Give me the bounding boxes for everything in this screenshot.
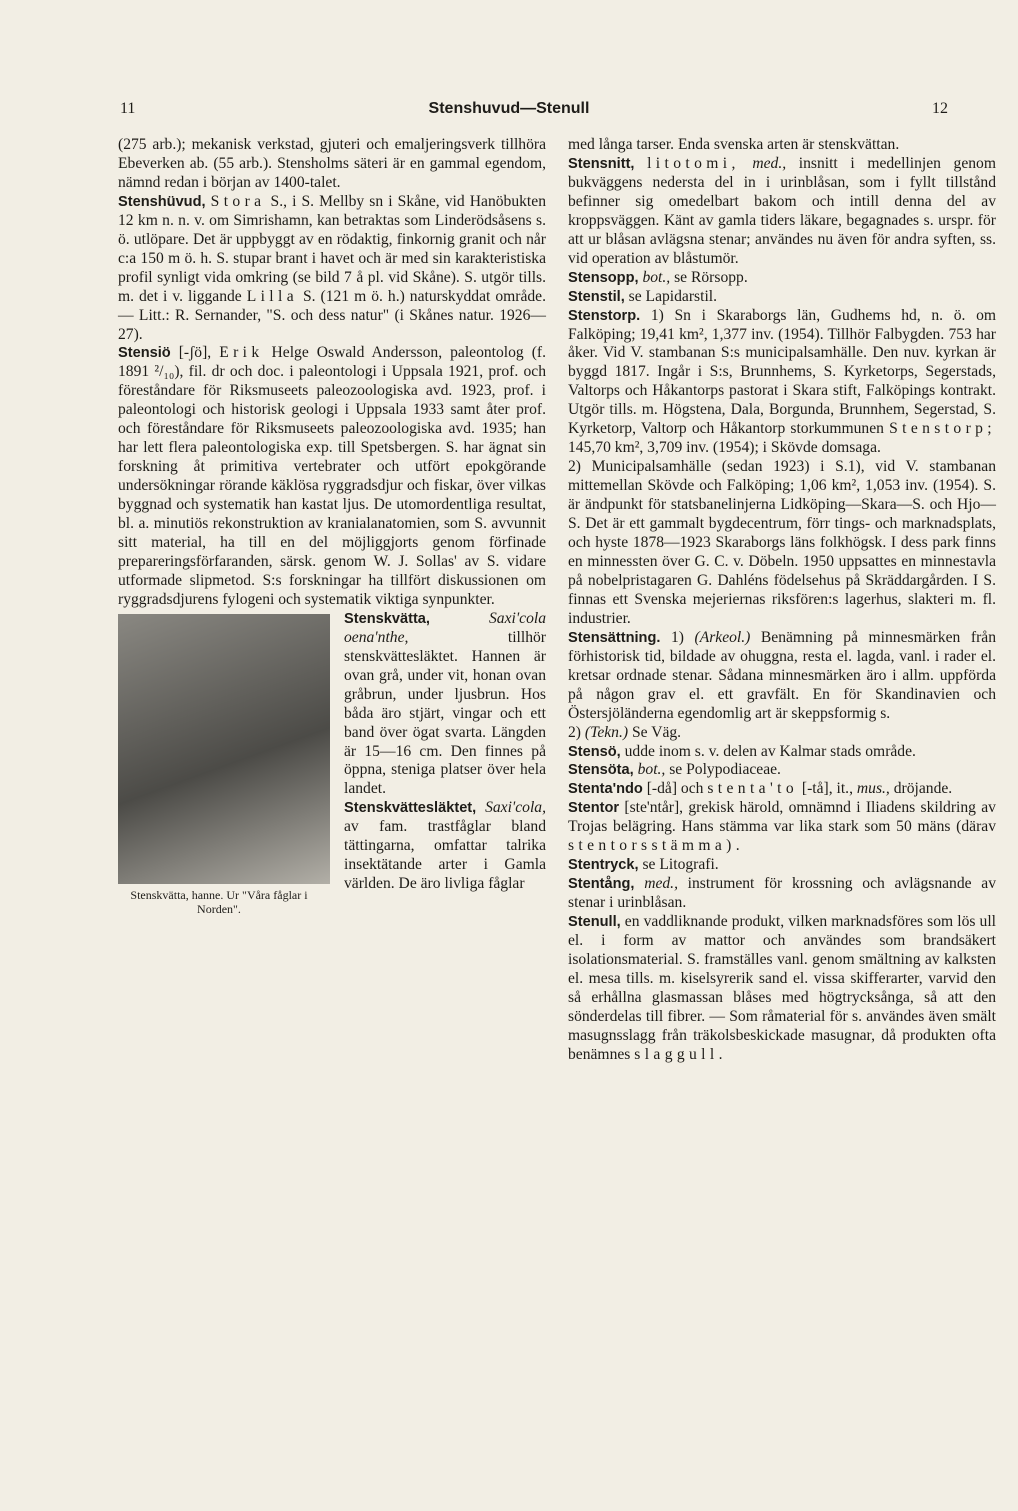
- entry-stensio: [118, 344, 546, 609]
- headword: Stensöta,: [568, 762, 634, 779]
- spaced-text: Erik: [219, 344, 264, 362]
- entry-text: av fam. trastfåglar bland tättingarna, omfattar talrika insektätande arter i Gamla världen. De äro livliga fåglar: [344, 818, 546, 893]
- headword: Stenskvättesläktet,: [344, 800, 477, 817]
- entry-stenstorp-2: 2) Municipalsamhälle (sedan 1923) i S.1), vid V. stambanan mittemellan Skövde och Falköping; 1,06 km², 1,053 inv. (1954). S. är ändpunkt för statsbanelinjerna Lidköping—Skara—S. och Hjo—S. Det är ett gammalt bygdecentrum, förr tings- och marknadsplats, och hyste 1878—1923 Skaraborgs läns folkhögsk. I dess park finns en minnessten över G. C. v. Döbeln. 1950 uppsattes en minnestavla på nobelpristagaren G. Dahléns födelsehus på Skräddargården. I S. finnas ett Svenska mejeriernas riksfören:s lagerhus, slakteri m. fl. industrier.: [568, 458, 996, 627]
- entry-stensattning: [568, 629, 996, 724]
- entry-stentang: [568, 875, 996, 913]
- spaced-text: Lilla: [246, 287, 299, 305]
- entry-text: se Litografi.: [642, 856, 719, 874]
- field-abbrev: bot.,: [642, 268, 671, 286]
- entry-text: 145,70 km², 3,709 inv. (1954); i Skövde domsaga.: [568, 439, 881, 457]
- bird-figure: [118, 614, 330, 916]
- spaced-text: stenta'to: [707, 780, 798, 798]
- entry-stentando: [568, 780, 996, 799]
- spaced-text: Stenstorp;: [889, 420, 997, 438]
- spaced-text: slaggull.: [634, 1045, 727, 1063]
- field-abbrev: mus.,: [856, 780, 890, 798]
- headword: Stentång,: [568, 876, 635, 893]
- headword: Stensättning.: [568, 629, 661, 646]
- entry-stenso: [568, 743, 996, 762]
- entry-text: [-tå], it.,: [801, 780, 853, 798]
- entry-text: tillhör stenskvättesläktet. Hannen är ovan grå, under vit, honan ovan gråbrun, under ljusbrun. Hos båda äro stjärt, vingar och ett band över ögat svarta. Längden är 15—16 cm. Den finnes på öppna, steniga platser över hela landet.: [344, 628, 546, 798]
- entry-text: Se Väg.: [631, 723, 682, 741]
- entry-text: dröjande.: [893, 780, 953, 798]
- entry-stensattning-2: [568, 724, 996, 743]
- entry-text: se Polypodiaceae.: [669, 761, 781, 779]
- field-abbrev: med.,: [752, 154, 787, 172]
- headword: Stentor: [568, 800, 620, 817]
- continued-paragraph: (275 arb.); mekanisk verkstad, gjuteri och emaljeringsverk tillhöra Ebeverken ab. (55 arb.). Stensholms säteri är en gammal egendom, nämnd redan i början av 1400-talet.: [118, 136, 546, 191]
- latin-name: Saxi'cola oena'nthe,: [344, 609, 546, 646]
- page-number-left: 11: [120, 100, 136, 117]
- spaced-text: litotomi,: [647, 154, 740, 172]
- entry-text: udde inom s. v. delen av Kalmar stads område.: [624, 742, 916, 760]
- page-number-right: 12: [932, 100, 948, 117]
- figure-caption: Stenskvätta, hanne. Ur "Våra fåglar i Norden".: [130, 887, 308, 916]
- spaced-text: stentorsstämma).: [568, 837, 744, 855]
- headword: Stensö,: [568, 743, 621, 760]
- entry-stenstorp: [568, 307, 996, 459]
- entry-stensnitt: [568, 155, 996, 269]
- entry-text: [ste'ntår], grekisk härold, omnämnd i Iliadens skildring av Trojas belägring. Hans stämma var lika stark som 50 mäns (därav: [568, 799, 996, 836]
- spaced-text: Stora: [210, 192, 266, 210]
- entry-text: se Lapidarstil.: [628, 287, 718, 305]
- latin-name: Saxi'cola,: [485, 799, 546, 817]
- headword: Stentryck,: [568, 857, 639, 874]
- bird-photo: [118, 614, 330, 884]
- entry-text: se Rörsopp.: [674, 268, 748, 286]
- entry-text: S. (121 m ö. h.) naturskyddat område. — Litt.: R. Sernander, "S. och dess natur" (i Skånes natur. 1926—27).: [118, 287, 546, 343]
- entry-text: 1) Sn i Skaraborgs län, Gudhems hd, n. ö. om Falköping; 19,41 km², 1,377 inv. (1954). Tillhör Falbygden. 753 har åker. Vid V. stambanan S:s municipalsamhälle. Den nuv. kyrkan är byggd 1817. Ingår i S:s, Brunnhems, S. Kyrketorps, Segerstads, Valtorps och Håkantorps pastorat i Skara stift, Falköpings kontrakt. Utgör tills. m. Högstena, Dala, Borgunda, Brunnhem, Segerstad, S. Kyrketorp, Valtorp och Håkantorp storkummunen: [568, 306, 997, 438]
- entry-text: 2): [568, 723, 581, 741]
- entry-stensopp: [568, 269, 996, 288]
- entry-stentryck: [568, 856, 996, 875]
- continued-paragraph: med långa tarser. Enda svenska arten är stenskvättan.: [568, 136, 900, 153]
- entry-text: S., i S. Mellby sn i Skåne, vid Hanöbukten 12 km n. n. v. om Simrishamn, kan betraktas som Linderödsåsens s. ö. utlöpare. Det är uppbyggt av en rödaktig, finkornig granit och når c:a 150 m ö. h. S. stupar brant i havet och är med sin karakteristiska profil synligt vida omkring (se bild 7 å pl. vid Skåne). S. utgör tills. m. det i v. liggande: [118, 192, 546, 305]
- headword: Stensnitt,: [568, 155, 635, 172]
- headword: Stenstil,: [568, 288, 625, 305]
- headword: Stenstorp.: [568, 307, 641, 324]
- entry-text: 1): [670, 628, 684, 646]
- headword: Stensiö: [118, 345, 171, 362]
- running-header: Stenshuvud—Stenull: [428, 100, 590, 117]
- entry-text: en vaddliknande produkt, vilken marknadsföres som lös ull el. i form av mattor och användes som brandsäkert isolationsmaterial. S. framställes vanl. genom smältning av kalksten el. mesa tills. m. kiselsyrerik sand el. vissa skifferarter, varvid den så erhållna glasmassan blåses med högtrycksånga, så att den sönderdelas till fibrer. — Som råmaterial för s. användes även smält masugnsslagg från träkolsbeskickade masugnar, då produkten ofta benämnes: [568, 913, 996, 1063]
- headword: Stenull,: [568, 914, 621, 931]
- entry-stenstil: [568, 288, 996, 307]
- headword: Stenshüvud,: [118, 193, 206, 210]
- field-abbrev: bot.,: [637, 761, 666, 779]
- field-abbrev: (Arkeol.): [694, 628, 751, 646]
- entry-text: instrument för krossning och avlägsnande av stenar i urinblåsan.: [568, 875, 996, 912]
- right-column: [568, 136, 996, 1065]
- entry-text: insnitt i medellinjen genom bukväggens nedersta del in i urinblåsan, som i fyllt tillstånd befinner sig omedelbart bakom och intill denna del av kroppsväggen. Känt av gamla tiders läkare, begagnades s. urspr. för att ur blåsan avlägsna stenar; användes nu även för andra syften, ss. vid operation av blåstumör.: [568, 154, 996, 267]
- entry-stentor: [568, 799, 996, 856]
- field-abbrev: (Tekn.): [584, 723, 629, 741]
- left-column: [118, 136, 546, 918]
- entry-stenshuvud: [118, 193, 546, 345]
- pronunciation: [-ʃö],: [178, 344, 212, 362]
- entry-stenull: [568, 913, 996, 1065]
- entry-text: Helge Oswald Andersson, paleontolog (f. 1891 ²/₁₀), fil. dr och doc. i paleontologi i Uppsala 1921, prof. och föreståndare för Riksmuseets paleozoologiska avd. 1923, prof. i paleontologi och historisk geologi i Uppsala 1933 samt åter prof. och föreståndare för Riksmuseets paleozoologiska avd. 1935; han har lett flera paleontologiska exp. till Spetsbergen. S. har ägnat sin forskning åt primitiva vertebrater och utfört epokgörande undersökningar rörande käklösa ryggradsdjur och fiskar, över vilkas byggnad och systematik han kastat ljus. De utomordentliga resultat, bl. a. minutiös rekonstruktion av kranialanatomien, som S. avvunnit sitt material, ha till en del möjliggjorts genom förfinade prepareringsförfaranden, särsk. genom W. J. Sollas' av S. vidare utformade slipmetod. S:s forskningar ha tillfört diskussionen om ryggradsdjurens fylogeni och systematik viktiga synpunkter.: [118, 344, 546, 608]
- entry-text: [-då] och: [646, 780, 704, 798]
- headword: Stenta'ndo: [568, 781, 643, 798]
- entry-text: Benämning på minnesmärken från förhistorisk tid, bildade av ohuggna, resta el. lagda, vanl. i rader el. kretsar ordnade stenar. Sådana minnesmärken äro i allm. uppförda på någon grav el. ett gravfält. En för Skandinavien och Östersjöländerna egendomlig art är skeppsformig s.: [568, 628, 996, 722]
- field-abbrev: med.,: [644, 875, 678, 893]
- headword: Stenskvätta,: [344, 610, 430, 627]
- headword: Stensopp,: [568, 269, 639, 286]
- entry-stensota: [568, 761, 996, 780]
